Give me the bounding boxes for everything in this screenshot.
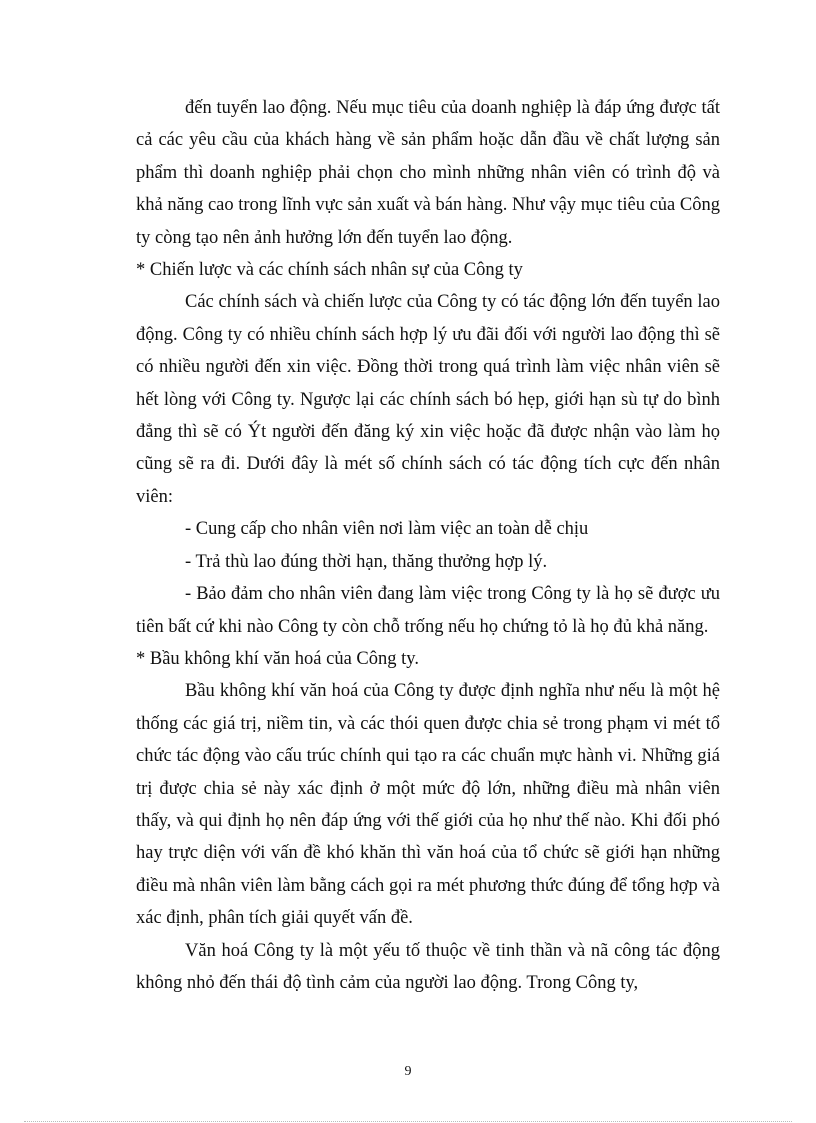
section-heading: * Bầu không khí văn hoá của Công ty. — [136, 648, 419, 669]
section-heading: * Chiến lược và các chính sách nhân sự của Công ty — [136, 260, 523, 281]
paragraph: Bầu không khí văn hoá của Công ty được định nghĩa như nếu là một hệ thống các giá trị, niềm tin, và các thói quen được chia sẻ trong phạm vi mét tổ chức tác động vào cấu trúc chính qui tạo ra các chuẩn mực hành vi. Những giá trị được chia sẻ này xác định ở một mức độ lớn, những điều mà nhân viên thấy, và qui định họ nên đáp ứng với thế giới của họ như thế nào. Khi đối phó hay trực diện với vấn đề khó khăn thì văn hoá của tổ chức sẽ giới hạn những điều mà nhân viên làm bằng cách gọi ra mét phương thức đúng để tổng hợp và xác định, phân tích giải quyết vấn đề. — [136, 681, 720, 929]
page-number: 9 — [404, 1064, 412, 1079]
bullet-item: - Cung cấp cho nhân viên nơi làm việc an toàn dễ chịu — [185, 519, 589, 540]
page-bottom-divider — [24, 1121, 792, 1122]
bullet-item: - Trả thù lao đúng thời hạn, thăng thưởng hợp lý. — [185, 551, 548, 572]
bullet-item: - Bảo đảm cho nhân viên đang làm việc trong Công ty là họ sẽ được ưu tiên bất cứ khi nào Công ty còn chỗ trống nếu họ chứng tỏ là họ đủ khả năng. — [136, 584, 720, 637]
body-text — [136, 92, 720, 999]
paragraph: đến tuyển lao động. Nếu mục tiêu của doanh nghiệp là đáp ứng được tất cả các yêu cầu của khách hàng về sản phẩm hoặc dẫn đầu về chất lượng sản phẩm thì doanh nghiệp phải chọn cho mình những nhân viên có trình độ và khả năng cao trong lĩnh vực sản xuất và bán hàng. Như vậy mục tiêu của Công ty còng tạo nên ảnh hưởng lớn đến tuyển lao động. — [136, 98, 720, 248]
paragraph: Các chính sách và chiến lược của Công ty có tác động lớn đến tuyển lao động. Công ty có nhiều chính sách hợp lý ưu đãi đối với người lao động thì sẽ có nhiều người đến xin việc. Đồng thời trong quá trình làm việc nhân viên sẽ hết lòng với Công ty. Ngược lại các chính sách bó hẹp, giới hạn sù tự do bình đẳng thì sẽ có Ýt người đến đăng ký xin việc hoặc đã được nhận vào làm họ cũng sẽ ra đi. Dưới đây là mét số chính sách có tác động tích cực đến nhân viên: — [136, 292, 720, 507]
paragraph: Văn hoá Công ty là một yếu tố thuộc về tinh thần và nã công tác động không nhỏ đến thái độ tình cảm của người lao động. Trong Công ty, — [136, 940, 720, 993]
